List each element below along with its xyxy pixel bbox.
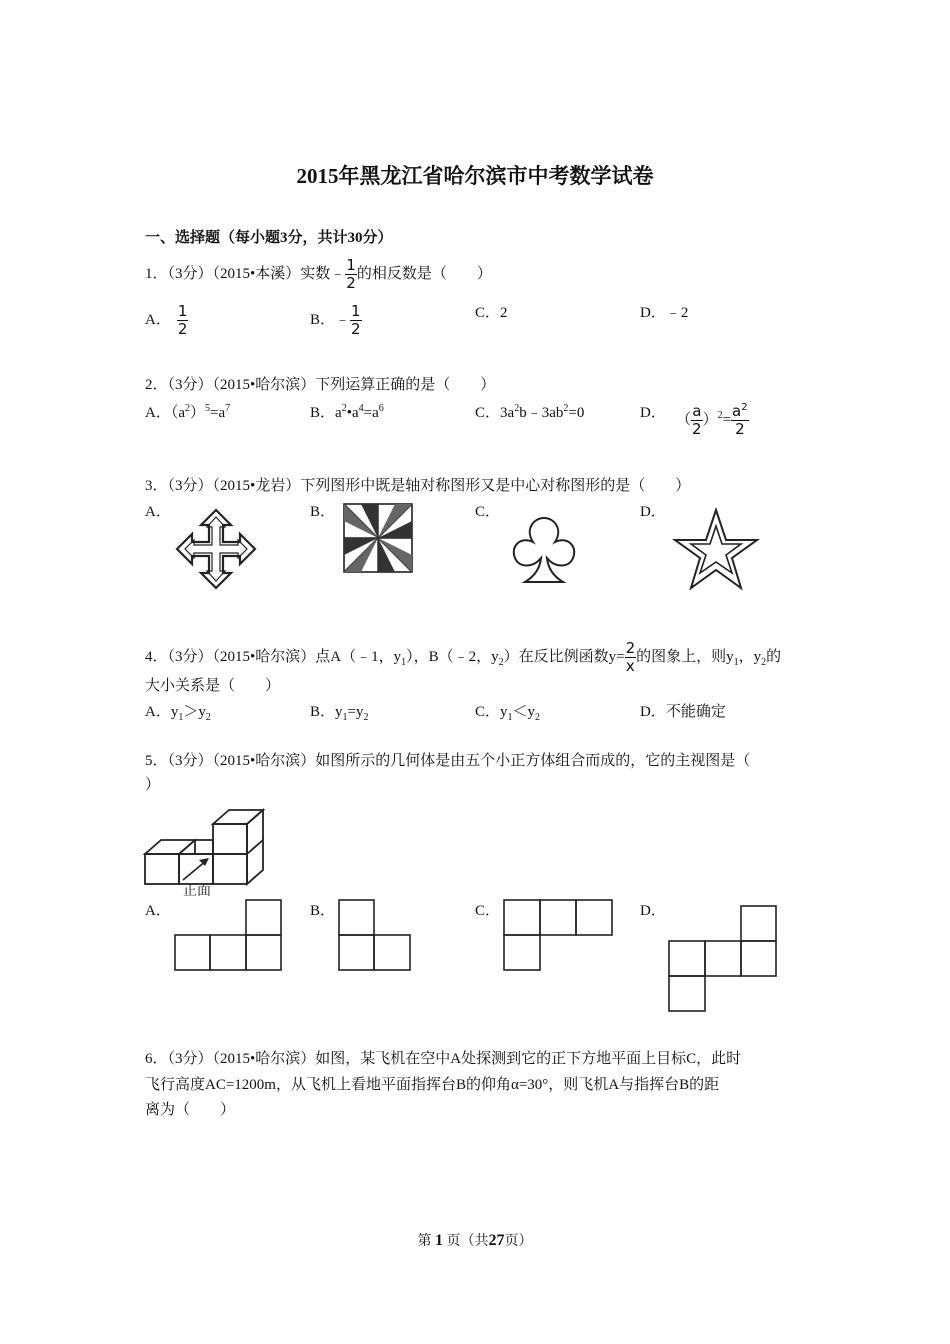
q1-a-den: 2 xyxy=(177,320,188,338)
q4-frac-den: x xyxy=(625,657,635,675)
q2-d-rnum-wrap xyxy=(731,403,749,421)
q1-option-a xyxy=(145,303,188,338)
q3-option-b-label: B． xyxy=(310,504,336,520)
q2-option-a xyxy=(145,403,230,423)
q5-option-a-label: A． xyxy=(145,903,171,919)
q5-line-2: ） xyxy=(145,777,161,793)
q5-view-a xyxy=(174,899,284,971)
q2-b-dot: •a xyxy=(346,405,359,421)
q4-text-b: ），B（﹣2，y xyxy=(406,648,499,665)
q4-c-s1: 1 xyxy=(507,712,513,723)
q2-d-num: a xyxy=(692,402,702,420)
q2-d-rexp: 2 xyxy=(741,402,748,413)
q2-option-d xyxy=(676,403,749,438)
q4-sub-3: 1 xyxy=(733,656,739,668)
q5-view-d xyxy=(668,905,780,1013)
q5-option-c-label: C． xyxy=(475,903,501,919)
q4-a-s2: 2 xyxy=(205,712,211,723)
q1-b-den: 2 xyxy=(351,320,361,338)
q2-a-exp2: 5 xyxy=(205,403,211,414)
question-2-stem: 2．（3分）（2015•哈尔滨）下列运算正确的是（ ） xyxy=(145,377,496,393)
q2-option-b xyxy=(310,403,384,423)
q5-view-c xyxy=(503,899,615,971)
q1-b-num: 1 xyxy=(351,302,361,320)
question-5-stem: 5．（3分）（2015•哈尔滨）如图所示的几何体是由五个小正方体组合而成的，它的主视图是（ xyxy=(145,753,751,769)
q4-a-op: ＞y xyxy=(183,704,206,720)
q1-b-label: B． xyxy=(310,311,336,328)
q2-c-label: C． xyxy=(475,405,501,421)
q4-option-b xyxy=(310,702,368,722)
q2-d-frac xyxy=(691,403,703,438)
q3-option-a-label: A． xyxy=(145,504,171,520)
q4-b-op: =y xyxy=(347,704,364,720)
footer-page-number: 1 xyxy=(435,1232,443,1249)
q1-frac-den: 2 xyxy=(346,274,356,292)
q2-d-exp: 2 xyxy=(717,409,723,421)
q2-d-rfrac xyxy=(731,403,749,438)
q4-sub-4: 2 xyxy=(761,656,767,668)
q1-option-c: C．2 xyxy=(475,305,508,321)
q1-b-fraction xyxy=(350,303,362,338)
q1-a-num: 1 xyxy=(177,302,188,320)
q2-c-e1: 2 xyxy=(514,403,520,414)
q2-b-e3: 6 xyxy=(378,403,384,414)
section-heading: 一、选择题（每小题3分，共计30分） xyxy=(145,230,393,246)
q2-c-c: =0 xyxy=(568,405,585,421)
q2-c-a: 3a xyxy=(500,405,515,421)
q1-a-fraction xyxy=(177,303,189,338)
question-3-stem: 3．（3分）（2015•龙岩）下列图形中既是轴对称图形又是中心对称图形的是（ ） xyxy=(145,478,691,494)
q2-b-eq: =a xyxy=(363,405,379,421)
q2-b-e1: 2 xyxy=(341,403,347,414)
q2-option-c xyxy=(475,403,584,423)
q4-option-d: D．不能确定 xyxy=(640,704,726,720)
club-figure xyxy=(505,510,583,588)
q4-text-a: 4．（3分）（2015•哈尔滨）点A（﹣1，y xyxy=(145,648,402,665)
q3-option-d-label: D． xyxy=(640,504,666,520)
q4-option-a xyxy=(145,702,211,722)
q4-sub-2: 2 xyxy=(498,656,504,668)
q2-option-d-label: D． xyxy=(640,405,666,421)
q1-option-b xyxy=(310,303,362,338)
q4-b-s1: 1 xyxy=(342,712,348,723)
q2-a-mid: ） xyxy=(190,405,206,421)
q4-text-d: 的图象上，则y xyxy=(636,648,734,665)
q4-text-e: ，y xyxy=(738,648,762,665)
q4-a-label: A．y xyxy=(145,704,179,720)
q4-c-s2: 2 xyxy=(535,712,541,723)
exam-title: 2015年黑龙江省哈尔滨市中考数学试卷 xyxy=(296,164,654,188)
q1-text: 1．（3分）（2015•本溪）实数 xyxy=(145,265,331,282)
q4-b-s2: 2 xyxy=(363,712,369,723)
page-footer xyxy=(0,1230,950,1250)
q4-frac-num: 2 xyxy=(625,639,636,657)
q4-sub-1: 1 xyxy=(401,656,407,668)
q4-b-label: B．y xyxy=(310,704,343,720)
q1-neg: ﹣ xyxy=(330,265,346,282)
q2-a-base: （a xyxy=(170,405,186,421)
q2-c-e2: 2 xyxy=(563,403,569,414)
star-figure xyxy=(673,508,759,592)
question-6-line-3: 离为（ ） xyxy=(145,1102,236,1118)
footer-mid: 页（共 xyxy=(446,1234,489,1249)
question-4-stem xyxy=(145,640,781,675)
question-6-line-2: 飞行高度AC=1200m，从飞机上看地平面指挥台B的仰角α=30°，则飞机A与指挥台B的距 xyxy=(145,1077,720,1093)
q5-option-b-label: B． xyxy=(310,903,336,919)
q1-fraction xyxy=(345,257,357,292)
q2-a-label: A． xyxy=(145,405,171,421)
q4-fraction xyxy=(625,640,637,675)
q5-view-b xyxy=(338,899,413,971)
q1-text-end: 的相反数是（ ） xyxy=(356,265,492,282)
footer-post: 页） xyxy=(504,1234,533,1249)
q4-c-label: C．y xyxy=(475,704,508,720)
q4-option-c xyxy=(475,702,540,722)
q2-d-rden: 2 xyxy=(735,420,745,438)
question-1-stem xyxy=(145,257,492,292)
q2-d-den: 2 xyxy=(692,420,702,438)
q4-line-2: 大小关系是（ ） xyxy=(145,678,281,694)
q2-d-rnum: a xyxy=(732,402,742,420)
q2-a-exp3: 7 xyxy=(225,403,231,414)
footer-total-pages: 27 xyxy=(488,1232,505,1249)
cube-solid-figure xyxy=(143,798,265,898)
q2-b-label: B． xyxy=(310,405,336,421)
q1-a-label: A． xyxy=(145,311,171,328)
q2-d-open: （ xyxy=(676,411,692,428)
q4-c-op: ＜y xyxy=(512,704,536,720)
q2-b-e2: 4 xyxy=(358,403,364,414)
front-label: 正面 xyxy=(183,883,211,899)
q2-d-eq: = xyxy=(722,411,732,428)
q2-c-b: b﹣3ab xyxy=(519,405,564,421)
q2-a-exp1: 2 xyxy=(185,403,191,414)
four-way-arrow-figure xyxy=(175,508,257,590)
q4-text-f: 的 xyxy=(766,648,782,665)
footer-pre: 第 xyxy=(417,1234,432,1249)
q2-d-close: ） xyxy=(702,411,718,428)
q2-b-a: a xyxy=(335,405,342,421)
q5-option-d-label: D． xyxy=(640,903,666,919)
question-6-line-1: 6．（3分）（2015•哈尔滨）如图，某飞机在空中A处探测到它的正下方地平面上目标C，此时 xyxy=(145,1051,742,1067)
pinwheel-figure xyxy=(340,500,416,576)
q1-option-d: D．﹣2 xyxy=(640,305,689,321)
q2-a-eq: =a xyxy=(210,405,226,421)
q4-a-s1: 1 xyxy=(178,712,184,723)
q1-b-neg: ﹣ xyxy=(335,311,351,328)
q1-frac-num: 1 xyxy=(346,256,356,274)
q3-option-c-label: C． xyxy=(475,504,501,520)
q4-text-c: ）在反比例函数y= xyxy=(503,648,625,665)
